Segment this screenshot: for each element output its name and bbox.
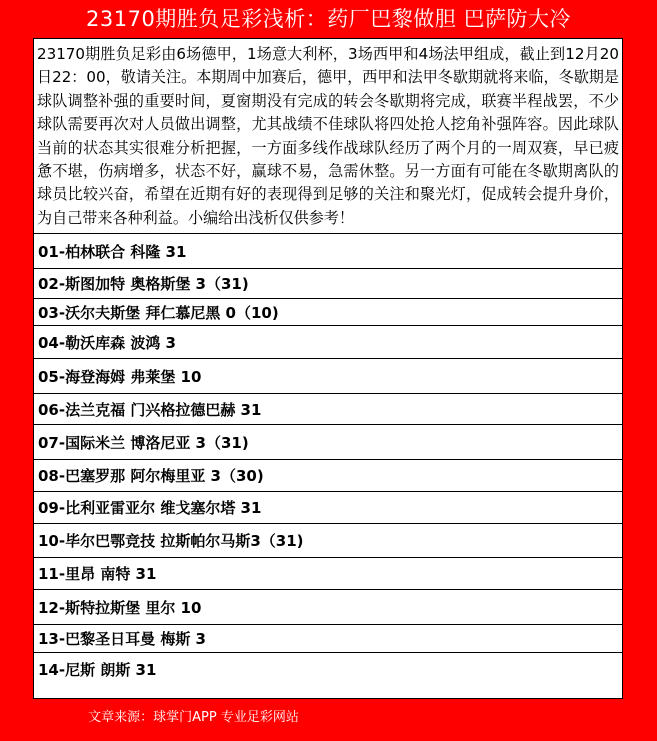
- match-label: 10-毕尔巴鄂竞技 拉斯帕尔马斯3（31): [38, 532, 304, 550]
- match-label: 02-斯图加特 奥格斯堡 3（31): [38, 275, 249, 293]
- match-row: [34, 653, 622, 686]
- match-label: 05-海登海姆 弗莱堡 10: [38, 367, 202, 386]
- match-row: [34, 524, 622, 558]
- match-row: [34, 326, 622, 359]
- match-label: 14-尼斯 朗斯 31: [38, 661, 157, 679]
- match-row: [34, 269, 622, 299]
- match-list: [34, 234, 622, 686]
- content-panel: [33, 38, 623, 699]
- intro-paragraph: 23170期胜负足彩由6场德甲，1场意大利杯，3场西甲和4场法甲组成，截止到12月20日22：00，敬请关注。本期周中加赛后，德甲，西甲和法甲冬歇期就将来临，冬歇期是球队调整补强的重要时间，夏窗期没有完成的转会冬歇期将完成，联赛半程战罢，不少球队需要再次对人员做出调整，尤其战绩不佳球队将四处抢人挖角补强阵容。因此球队当前的状态其实很难分析把握，一方面多线作战球队经历了两个月的一周双赛，早已疲惫不堪，伤病增多，状态不好，赢球不易，急需休整。另一方面有可能在冬歇期离队的球员比较兴奋，希望在近期有好的表现得到足够的关注和聚光灯，促成转会提升身价，为自己带来各种利益。小编给出浅析仅供参考！: [34, 39, 622, 234]
- match-row: [34, 234, 622, 269]
- source-footer: 文章来源：球掌门APP 专业足彩网站: [88, 710, 299, 725]
- match-label: 08-巴塞罗那 阿尔梅里亚 3（30): [38, 467, 264, 485]
- match-row: [34, 359, 622, 394]
- match-row: [34, 460, 622, 492]
- match-row: [34, 394, 622, 425]
- match-row: [34, 558, 622, 590]
- match-label: 13-巴黎圣日耳曼 梅斯 3: [38, 630, 206, 648]
- match-row: [34, 425, 622, 460]
- match-row: [34, 590, 622, 625]
- match-label: 07-国际米兰 博洛尼亚 3（31): [38, 433, 249, 452]
- match-label: 12-斯特拉斯堡 里尔 10: [38, 598, 202, 617]
- page-title: 23170期胜负足彩浅析：药厂巴黎做胆 巴萨防大冷: [86, 7, 571, 31]
- match-row: [34, 625, 622, 653]
- match-label: 11-里昂 南特 31: [38, 565, 157, 583]
- match-label: 06-法兰克福 门兴格拉德巴赫 31: [38, 400, 262, 419]
- match-label: 09-比利亚雷亚尔 维戈塞尔塔 31: [38, 499, 262, 517]
- match-label: 01-柏林联合 科隆 31: [38, 242, 187, 261]
- match-row: [34, 492, 622, 524]
- match-label: 03-沃尔夫斯堡 拜仁慕尼黑 0（10): [38, 303, 279, 322]
- match-label: 04-勒沃库森 波鸿 3: [38, 333, 176, 352]
- match-row: [34, 299, 622, 326]
